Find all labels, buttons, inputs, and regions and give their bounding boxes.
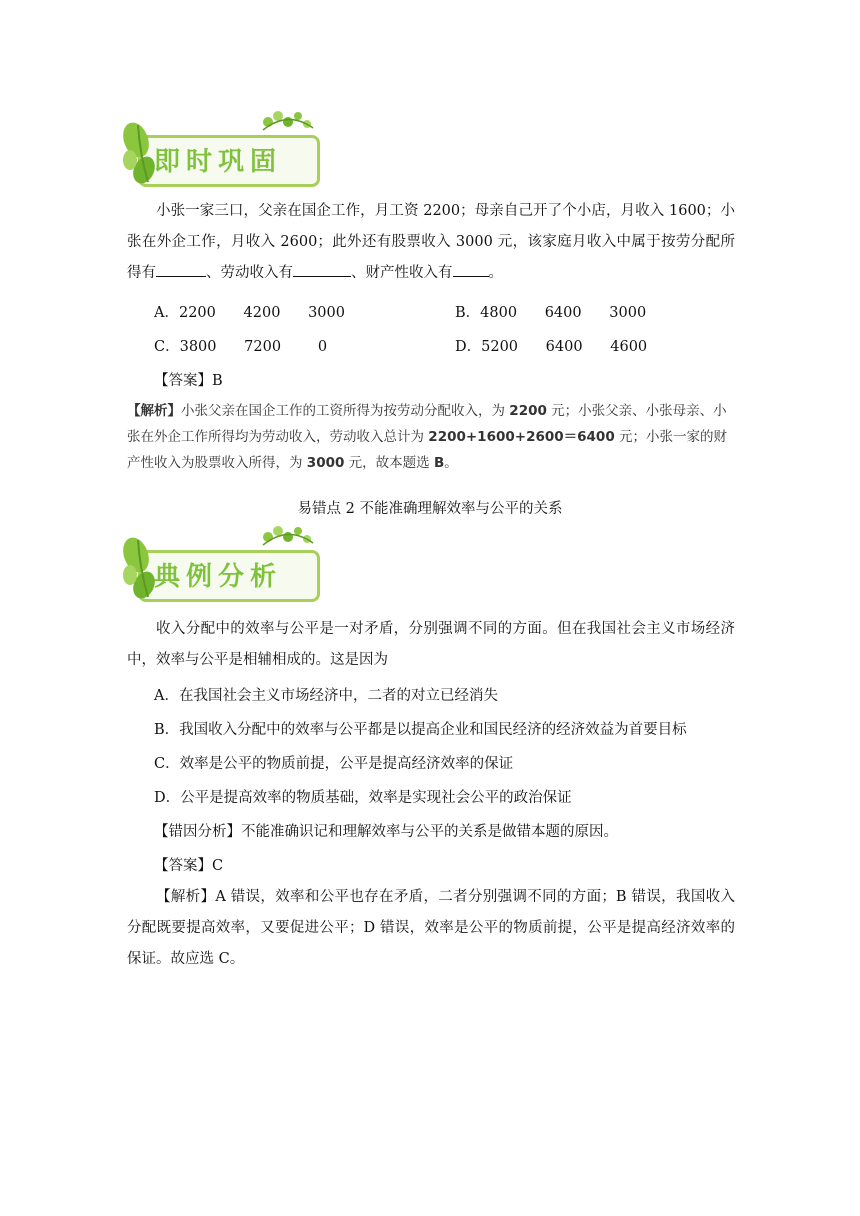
analysis-number: 2200 [509, 403, 547, 419]
question-1-answer: 【答案】B [154, 373, 223, 389]
analysis-text: 小张父亲在国企工作的工资所得为按劳动分配收入，为 [181, 403, 510, 419]
question-2-option-a: A．在我国社会主义市场经济中，二者的对立已经消失 [154, 688, 498, 704]
banner-title: 典例分析 [154, 562, 283, 592]
question-2-option-c: C．效率是公平的物质前提，公平是提高经济效率的保证 [154, 756, 514, 772]
question-2-answer: 【答案】C [154, 858, 224, 874]
question-2-option-d: D．公平是提高效率的物质基础，效率是实现社会公平的政治保证 [154, 790, 572, 806]
analysis-choice: B [433, 455, 445, 471]
question-1-option-a: A．2200 4200 3000 [154, 305, 345, 321]
question-1-option-d: D．5200 6400 4600 [455, 339, 648, 355]
analysis-text: 元；小张父亲、小张母亲、小张在外企工作所得均为劳动收入，劳动收入总计为 [127, 403, 727, 445]
question-2-analysis: 【解析】A 错误，效率和公平也存在矛盾，二者分别强调不同的方面；B 错误，我国收入分配既要提高效率，又要促进公平；D 错误，效率是公平的物质前提，公平是提高经济效率的保证。故应选 C。 [127, 889, 735, 967]
analysis-text: 元；小张一家的财产性收入为股票收入所得，为 [127, 429, 728, 471]
section-title: 易错点 2 不能准确理解效率与公平的关系 [297, 501, 563, 517]
answer-blank [156, 262, 206, 277]
question-1-option-c: C．3800 7200 0 [154, 339, 328, 355]
banner-immediate-review [118, 110, 323, 190]
answer-blank [453, 262, 489, 277]
stem-text: 、劳动收入有 [206, 265, 293, 281]
question-2-option-b: B．我国收入分配中的效率与公平都是以提高企业和国民经济的经济效益为首要目标 [154, 722, 687, 738]
stem-text: 。 [488, 265, 503, 281]
answer-blank [293, 262, 351, 277]
question-2-stem: 收入分配中的效率与公平是一对矛盾，分别强调不同的方面。但在我国社会主义市场经济中，效率与公平是相辅相成的。这是因为 [127, 621, 735, 668]
analysis-text: 元，故本题选 [344, 455, 434, 471]
banner-title: 即时巩固 [154, 147, 283, 177]
question-1-stem [127, 196, 735, 289]
analysis-number: 2200+1600+2600＝6400 [428, 429, 615, 445]
banner-example-analysis [118, 525, 323, 605]
analysis-number: 3000 [306, 455, 345, 471]
stem-text: 小张一家三口，父亲在国企工作，月工资 2200；母亲自己开了个小店，月收入 1600；小张在外企工作，月收入 2600；此外还有股票收入 3000 元，该家庭月收入中属于按劳分配所得有 [127, 203, 735, 281]
question-1-analysis [127, 398, 735, 476]
stem-text: 、财产性收入有 [351, 265, 453, 281]
question-1-option-b: B．4800 6400 3000 [455, 305, 647, 321]
question-2-error-analysis: 【错因分析】不能准确识记和理解效率与公平的关系是做错本题的原因。 [154, 824, 618, 840]
analysis-text: 。 [444, 455, 458, 471]
analysis-label: 【解析】 [127, 403, 181, 419]
